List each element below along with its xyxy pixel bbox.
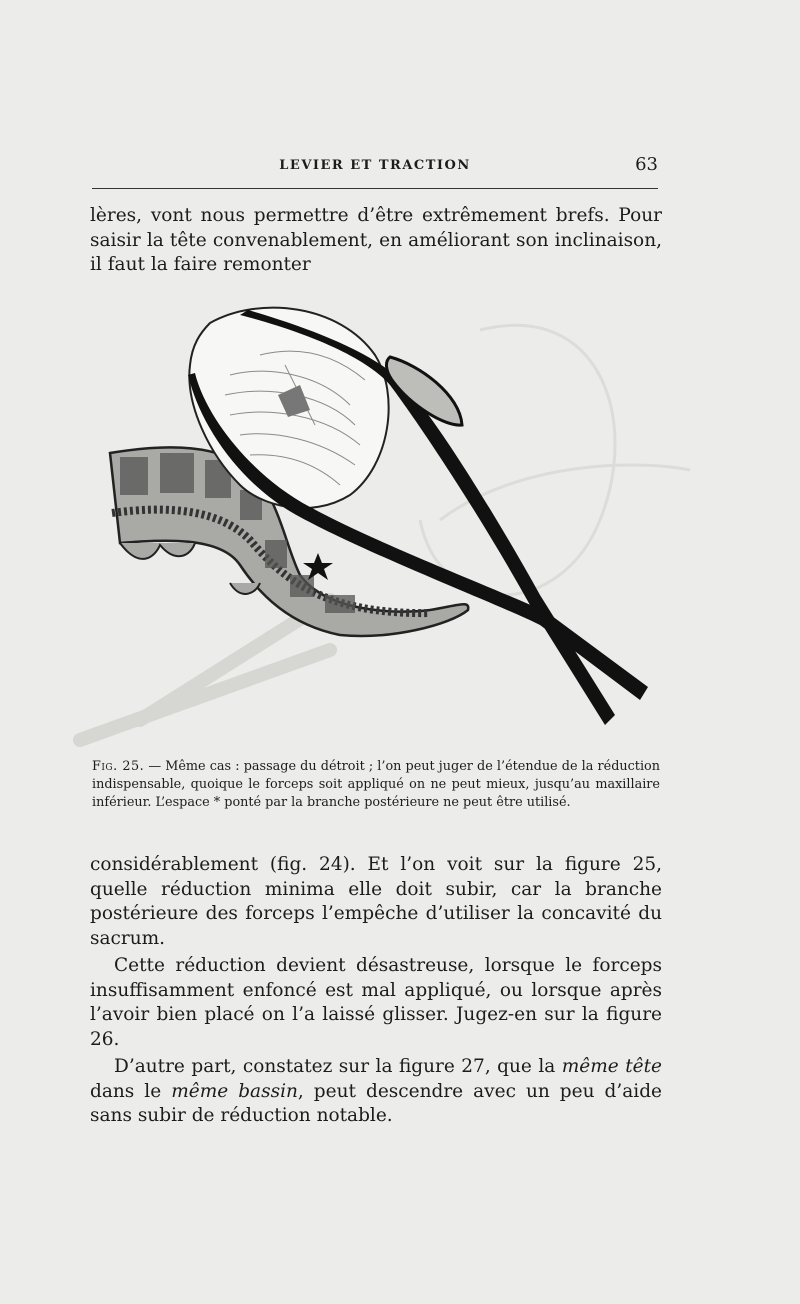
paragraph-1: considérablement (fig. 24). Et l’on voit sur la figure 25, quelle réduction minima elle doit subir, car la branche postérieure des forceps l’empêche d’utiliser la concavité du sacrum. bbox=[90, 854, 662, 949]
forceps-fetal-head-illustration-icon bbox=[100, 295, 660, 745]
page-number: 63 bbox=[635, 154, 658, 175]
body-text bbox=[90, 853, 662, 1129]
figure-label: Fig. 25. bbox=[92, 759, 145, 774]
intro-text: lères, vont nous permettre d’être extrêmement brefs. Pour saisir la tête convenablement, en améliorant son inclinaison, il faut la faire remonter bbox=[90, 205, 662, 275]
paragraph-3 bbox=[90, 1055, 662, 1129]
page-header bbox=[92, 152, 658, 189]
paragraph-3-emphasis-2: même bassin bbox=[171, 1080, 298, 1102]
paragraph-3-part-3: , peut descendre avec un peu d’aide sans subir de réduction notable. bbox=[90, 1080, 662, 1126]
paragraph-3-emphasis-1: même tête bbox=[561, 1056, 662, 1077]
paragraph-3-part-2: dans le bbox=[90, 1080, 172, 1102]
caption-text: — Même cas : passage du détroit ; l’on peut juger de l’étendue de la réduction indispensable, quoique le forceps soit appliqué on ne peut mieux, jusqu’au maxillaire inférieur. L’espace * ponté par la branche postérieure ne peut être utilisé. bbox=[92, 759, 660, 810]
figure-caption bbox=[92, 758, 660, 812]
paragraph-2: Cette réduction devient désastreuse, lorsque le forceps insuffisamment enfoncé est mal appliqué, ou lorsque après l’avoir bien placé on l’a laissé glisser. Jugez-en sur la figure 26. bbox=[90, 955, 662, 1050]
intro-paragraph bbox=[90, 204, 662, 278]
running-title: LEVIER ET TRACTION bbox=[279, 158, 471, 173]
paragraph-3-part-1: D’autre part, constatez sur la figure 27, que la bbox=[114, 1056, 562, 1077]
